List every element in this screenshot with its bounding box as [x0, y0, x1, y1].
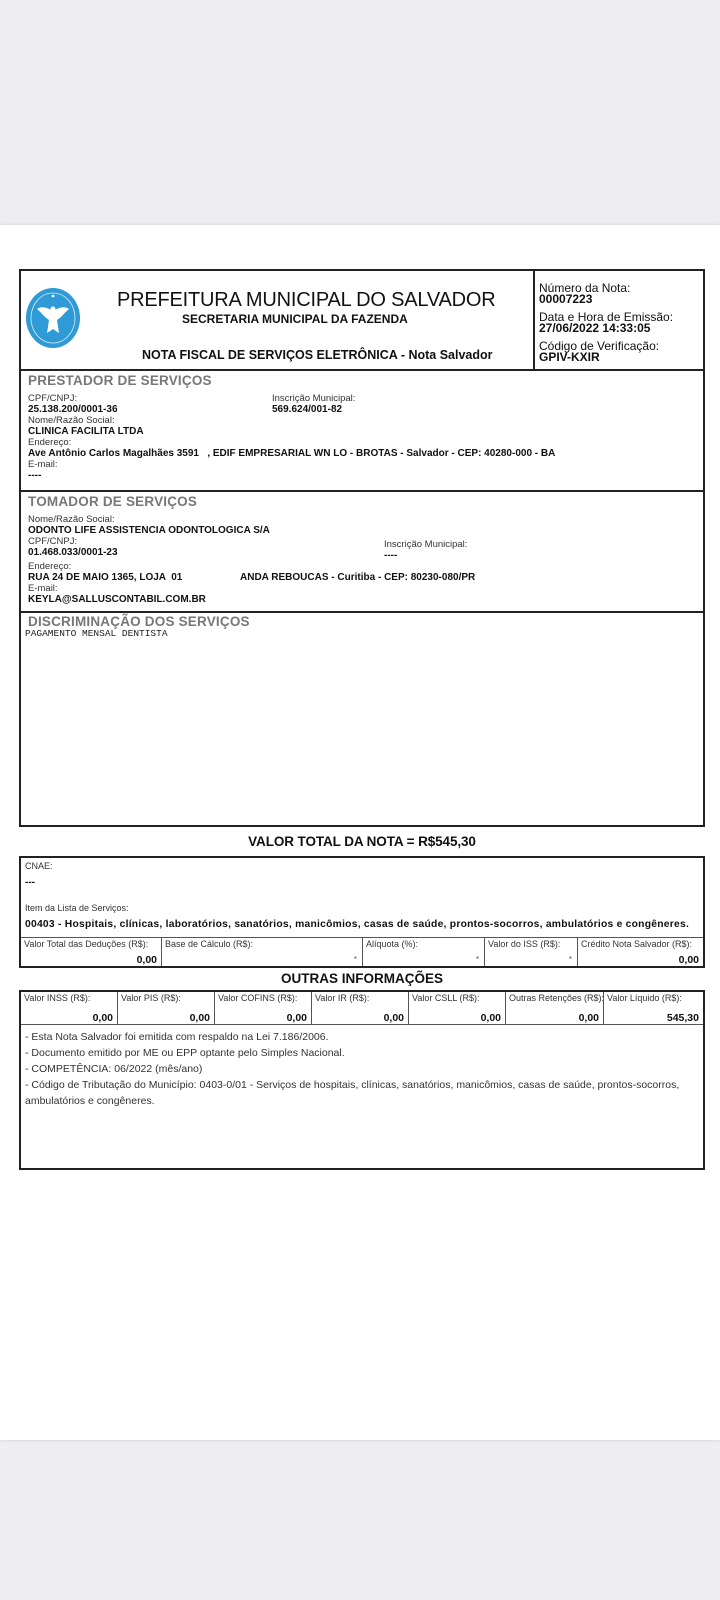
inss-value: 0,00	[92, 1012, 113, 1024]
base-calculo-cell	[162, 938, 363, 966]
note-codigo-tributacao: - Código de Tributação do Município: 0403-0/01 - Serviços de hospitais, clínicas, sanatórios, manicômios, casas de saúde, prontos-socorros, ambulatórios e congêneres.	[25, 1079, 680, 1107]
inss-label: Valor INSS (R$):	[24, 993, 91, 1003]
discriminacao-text: PAGAMENTO MENSAL DENTISTA	[25, 628, 168, 639]
note-simples-nacional: - Documento emitido por ME ou EPP optante pelo Simples Nacional.	[25, 1047, 345, 1059]
csll-value: 0,00	[480, 1012, 501, 1024]
outras-retencoes-cell	[506, 992, 604, 1024]
outras-informacoes-section	[19, 990, 705, 1170]
credito-value: 0,00	[678, 954, 699, 966]
pis-label: Valor PIS (R$):	[121, 993, 181, 1003]
valor-iss-cell	[485, 938, 578, 966]
csll-label: Valor CSLL (R$):	[412, 993, 480, 1003]
pis-cell	[118, 992, 215, 1024]
deducoes-value: 0,00	[136, 954, 157, 966]
discriminacao-title: DISCRIMINAÇÃO DOS SERVIÇOS	[28, 614, 250, 629]
outras-retencoes-label: Outras Retenções (R$):	[509, 993, 605, 1003]
tomador-endereco-rest: ANDA REBOUCAS - Curitiba - CEP: 80230-080/PR	[240, 572, 476, 583]
deducoes-label: Valor Total das Deduções (R$):	[24, 939, 149, 949]
numero-nota-value: 00007223	[539, 292, 593, 306]
aliquota-cell	[363, 938, 485, 966]
ir-cell	[312, 992, 409, 1024]
data-emissao-label: Data e Hora de Emissão:	[539, 310, 674, 324]
imposto-grid	[21, 937, 703, 966]
prestador-im-label: Inscrição Municipal:	[272, 393, 356, 404]
tomador-email-value: KEYLA@SALLUSCONTABIL.COM.BR	[28, 594, 206, 605]
credito-label: Crédito Nota Salvador (R$):	[581, 939, 693, 949]
valor-iss-label: Valor do ISS (R$):	[488, 939, 561, 949]
header-title: PREFEITURA MUNICIPAL DO SALVADOR	[117, 289, 496, 311]
ir-label: Valor IR (R$):	[315, 993, 370, 1003]
aliquota-value: *	[475, 955, 479, 964]
salvador-city-seal-icon	[25, 287, 81, 349]
note-lei: - Esta Nota Salvador foi emitida com respaldo na Lei 7.186/2006.	[25, 1031, 329, 1043]
cofins-cell	[215, 992, 312, 1024]
tomador-endereco-street: RUA 24 DE MAIO 1365, LOJA 01	[28, 572, 183, 583]
header-title-block	[21, 271, 535, 369]
cnae-label: CNAE:	[25, 861, 53, 871]
tomador-endereco-label: Endereço:	[28, 561, 72, 572]
inss-cell	[21, 992, 118, 1024]
csll-cell	[409, 992, 506, 1024]
prestador-im-value: 569.624/001-82	[272, 404, 343, 415]
valor-total-nota: VALOR TOTAL DA NOTA = R$545,30	[248, 834, 476, 849]
item-lista-label: Item da Lista de Serviços:	[25, 903, 129, 913]
base-calculo-label: Base de Cálculo (R$):	[165, 939, 254, 949]
tomador-section	[19, 492, 705, 613]
valor-iss-value: *	[568, 955, 572, 964]
base-calculo-value: *	[353, 955, 357, 964]
deducoes-cell	[21, 938, 162, 966]
prestador-title: PRESTADOR DE SERVIÇOS	[28, 373, 212, 388]
notes-block	[21, 1025, 703, 1168]
credito-cell	[578, 938, 703, 966]
codigo-verificacao-value: GPIV-KXIR	[539, 350, 600, 364]
prestador-nome-label: Nome/Razão Social:	[28, 415, 115, 426]
tomador-nome-value: ODONTO LIFE ASSISTENCIA ODONTOLOGICA S/A	[28, 525, 270, 536]
servico-section	[19, 856, 705, 968]
note-competencia: - COMPETÊNCIA: 06/2022 (mês/ano)	[25, 1063, 203, 1075]
prestador-endereco-label: Endereço:	[28, 437, 72, 448]
cofins-value: 0,00	[286, 1012, 307, 1024]
cofins-label: Valor COFINS (R$):	[218, 993, 298, 1003]
valor-liquido-label: Valor Líquido (R$):	[607, 993, 682, 1003]
document-header	[19, 269, 705, 371]
tomador-im-value: ----	[384, 550, 398, 561]
codigo-verificacao-label: Código de Verificação:	[539, 339, 660, 353]
prestador-email-value: ----	[28, 470, 42, 481]
header-subtitle: SECRETARIA MUNICIPAL DA FAZENDA	[182, 312, 408, 326]
retencoes-grid	[21, 992, 703, 1025]
tomador-im-label: Inscrição Municipal:	[384, 539, 468, 550]
outras-retencoes-value: 0,00	[578, 1012, 599, 1024]
aliquota-label: Alíquota (%):	[366, 939, 419, 949]
tomador-title: TOMADOR DE SERVIÇOS	[28, 494, 198, 509]
prestador-endereco-value: Ave Antônio Carlos Magalhães 3591 , EDIF EMPRESARIAL WN LO - BROTAS - Salvador - CEP: 40280-000 - BA	[28, 448, 556, 459]
document-page	[0, 225, 720, 1440]
valor-liquido-value: 545,30	[666, 1012, 699, 1024]
data-emissao-value: 27/06/2022 14:33:05	[539, 321, 651, 335]
prestador-nome-value: CLINICA FACILITA LTDA	[28, 426, 144, 437]
tomador-cnpj-value: 01.468.033/0001-23	[28, 547, 118, 558]
prestador-section	[19, 371, 705, 492]
prestador-cnpj-value: 25.138.200/0001-36	[28, 404, 118, 415]
ir-value: 0,00	[383, 1012, 404, 1024]
prestador-cnpj-label: CPF/CNPJ:	[28, 393, 78, 404]
discriminacao-section	[19, 613, 705, 827]
tomador-cnpj-label: CPF/CNPJ:	[28, 536, 78, 547]
nfse-document	[19, 269, 705, 1170]
cnae-value: ---	[25, 877, 35, 888]
prestador-email-label: E-mail:	[28, 459, 58, 470]
valor-liquido-cell	[604, 992, 703, 1024]
item-lista-value: 00403 - Hospitais, clínicas, laboratórios, sanatórios, manicômios, casas de saúde, prontos-socorros, ambulatórios e congêneres.	[25, 919, 690, 930]
pis-value: 0,00	[189, 1012, 210, 1024]
tomador-nome-label: Nome/Razão Social:	[28, 514, 115, 525]
header-info-block	[535, 271, 703, 369]
tomador-email-label: E-mail:	[28, 583, 58, 594]
document-type: NOTA FISCAL DE SERVIÇOS ELETRÔNICA - Nota Salvador	[142, 348, 493, 362]
numero-nota-label: Número da Nota:	[539, 281, 631, 295]
outras-informacoes-title: OUTRAS INFORMAÇÕES	[281, 971, 443, 986]
